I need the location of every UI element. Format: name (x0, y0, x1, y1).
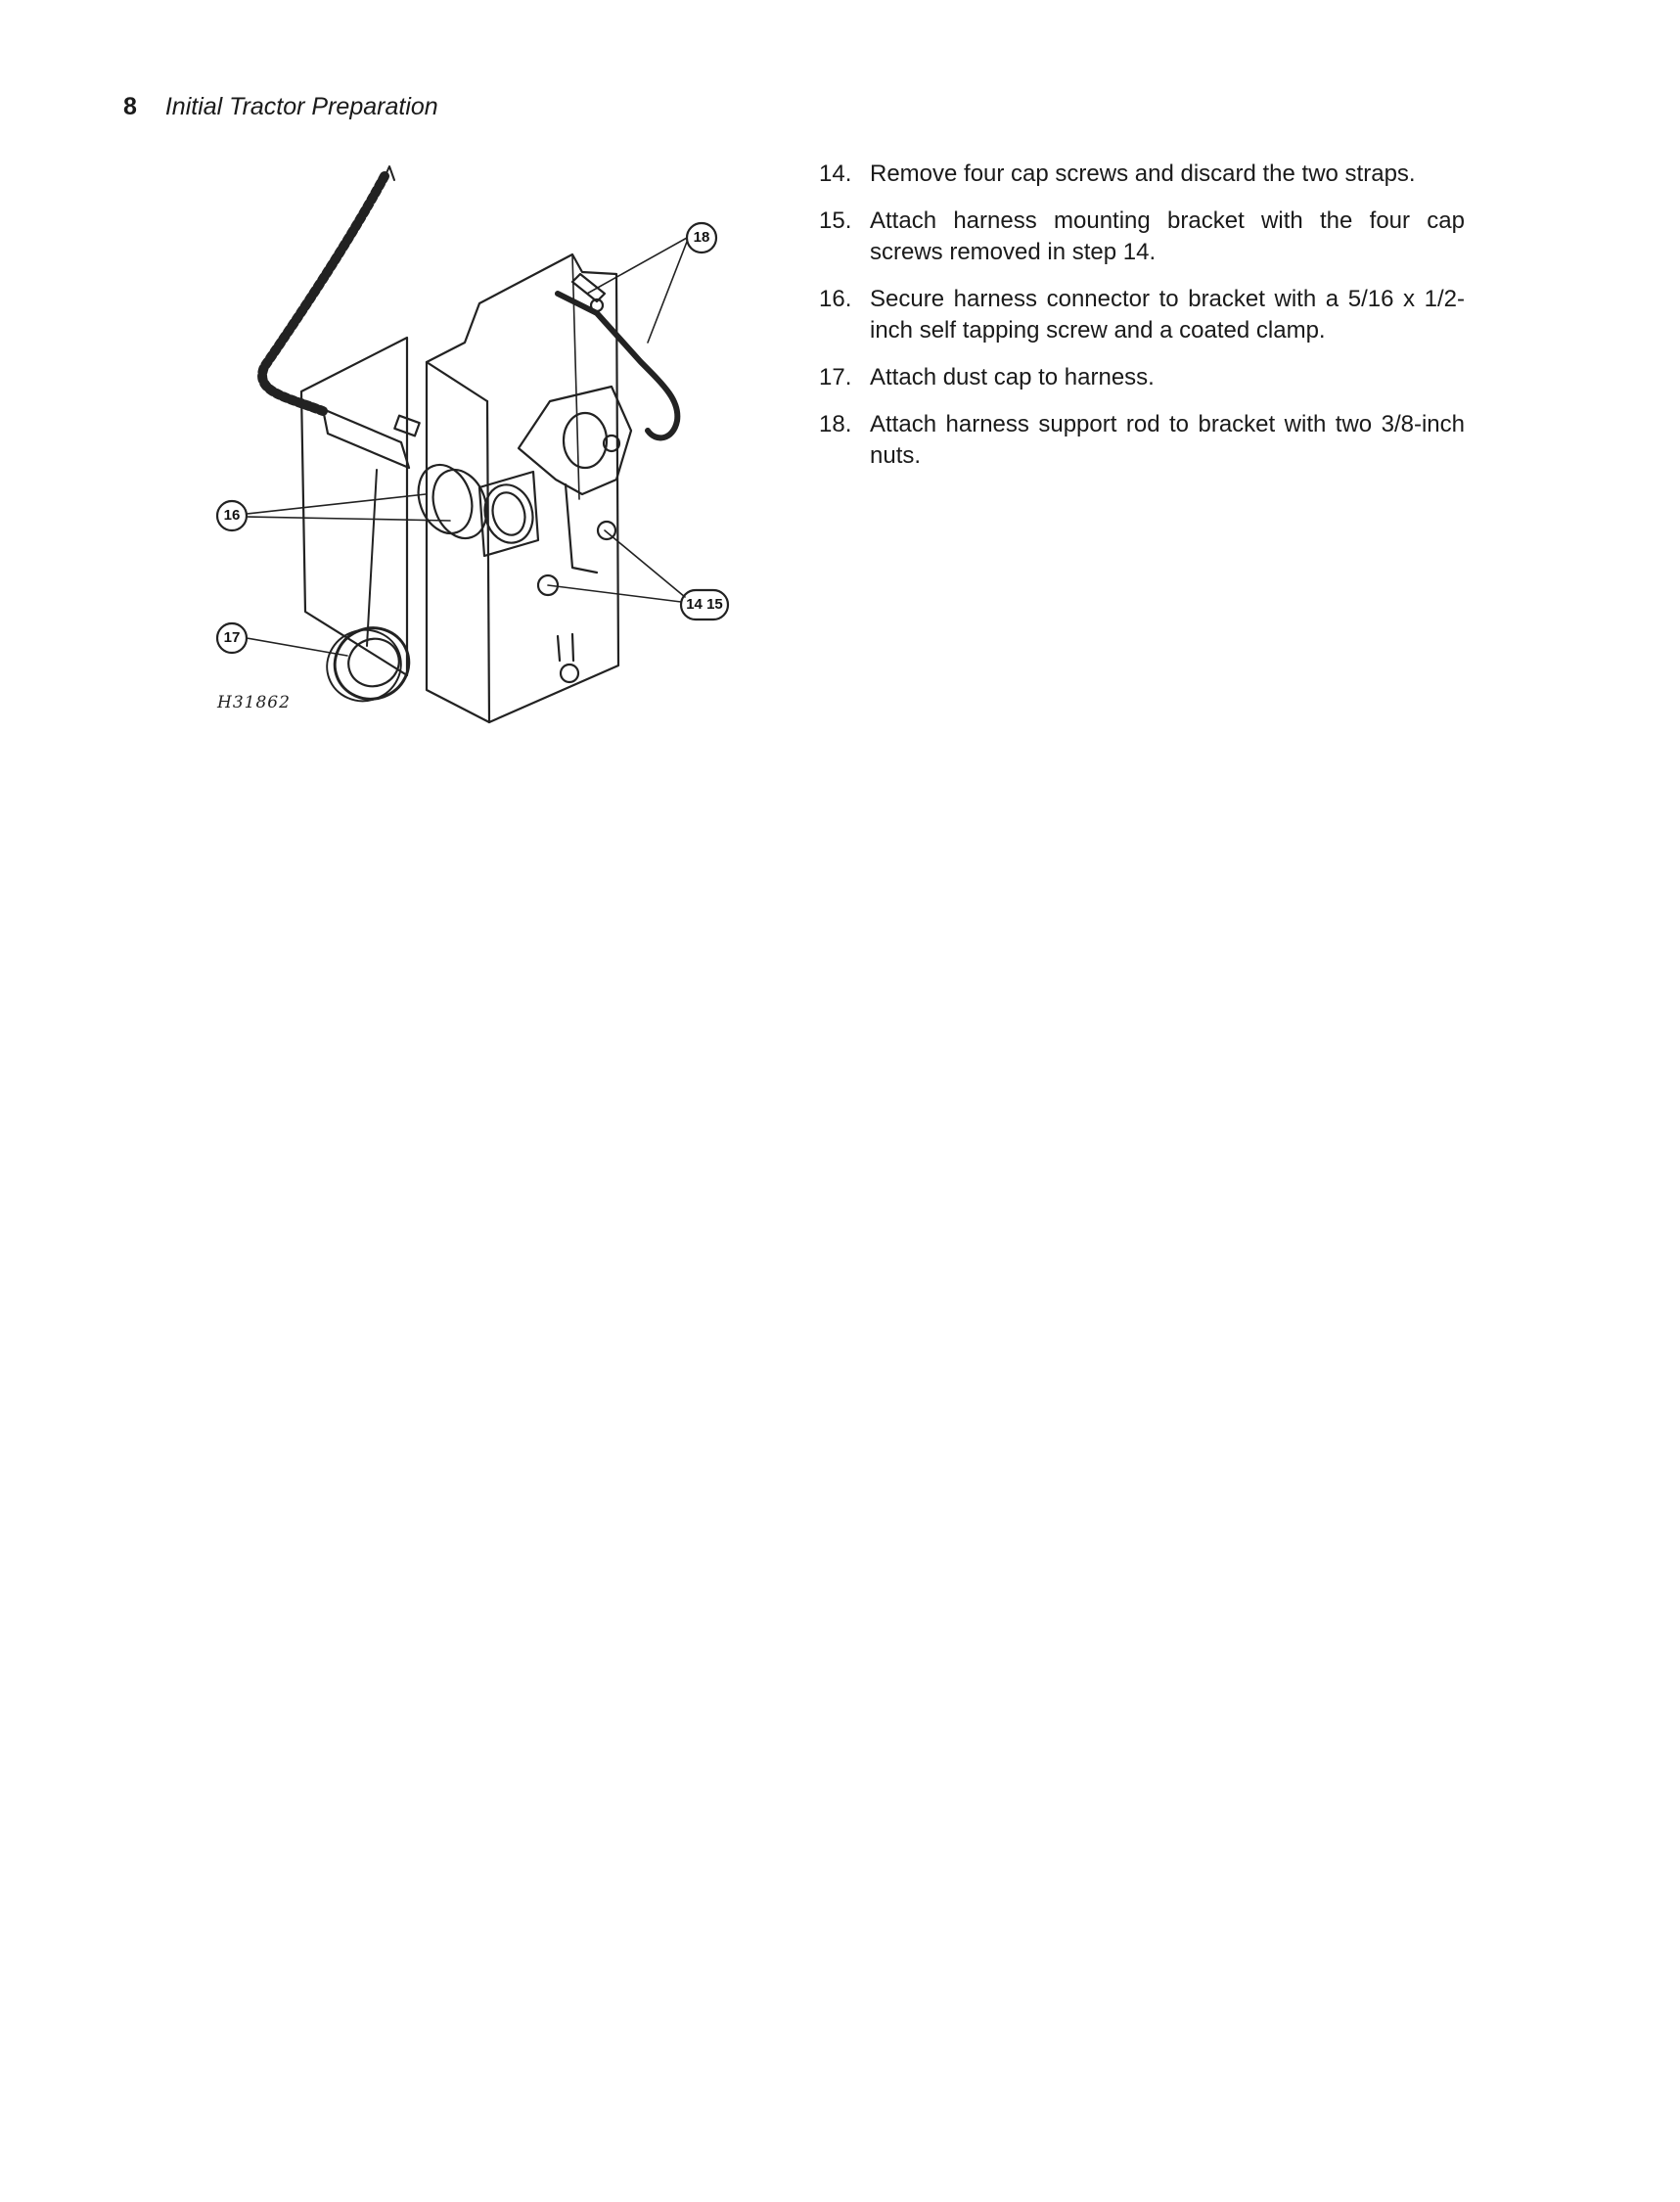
callout-label-16: 16 (223, 507, 241, 524)
step-17 (819, 362, 1465, 393)
step-18 (819, 409, 1465, 472)
page-number: 8 (123, 93, 137, 120)
step-number: 14. (819, 161, 852, 187)
callout-label-17: 17 (223, 629, 241, 646)
step-14 (819, 159, 1465, 190)
harness-bracket-illustration (196, 157, 763, 744)
figure-code: H31862 (217, 693, 291, 712)
page-header (123, 92, 438, 121)
step-16 (819, 284, 1465, 346)
bracket-plate (427, 254, 618, 722)
illustration-drawing (196, 157, 763, 744)
step-text: Attach dust cap to harness. (870, 364, 1155, 390)
step-15 (819, 206, 1465, 268)
section-title: Initial Tractor Preparation (164, 93, 438, 120)
step-number: 17. (819, 364, 852, 390)
step-number: 15. (819, 207, 852, 234)
instruction-steps (819, 159, 1465, 487)
step-text: Attach harness mounting bracket with the four cap screws removed in step 14. (870, 207, 1465, 265)
callout-label-14-15: 14 15 (686, 596, 723, 613)
coiled-cable (262, 176, 385, 411)
step-text: Remove four cap screws and discard the two straps. (870, 161, 1416, 187)
step-number: 16. (819, 286, 852, 312)
callout-label-18: 18 (693, 229, 710, 246)
step-text: Attach harness support rod to bracket with two 3/8-inch nuts. (870, 411, 1465, 469)
step-text: Secure harness connector to bracket with a 5/16 x 1/2-inch self tapping screw and a coated clamp. (870, 286, 1465, 344)
step-number: 18. (819, 411, 852, 437)
